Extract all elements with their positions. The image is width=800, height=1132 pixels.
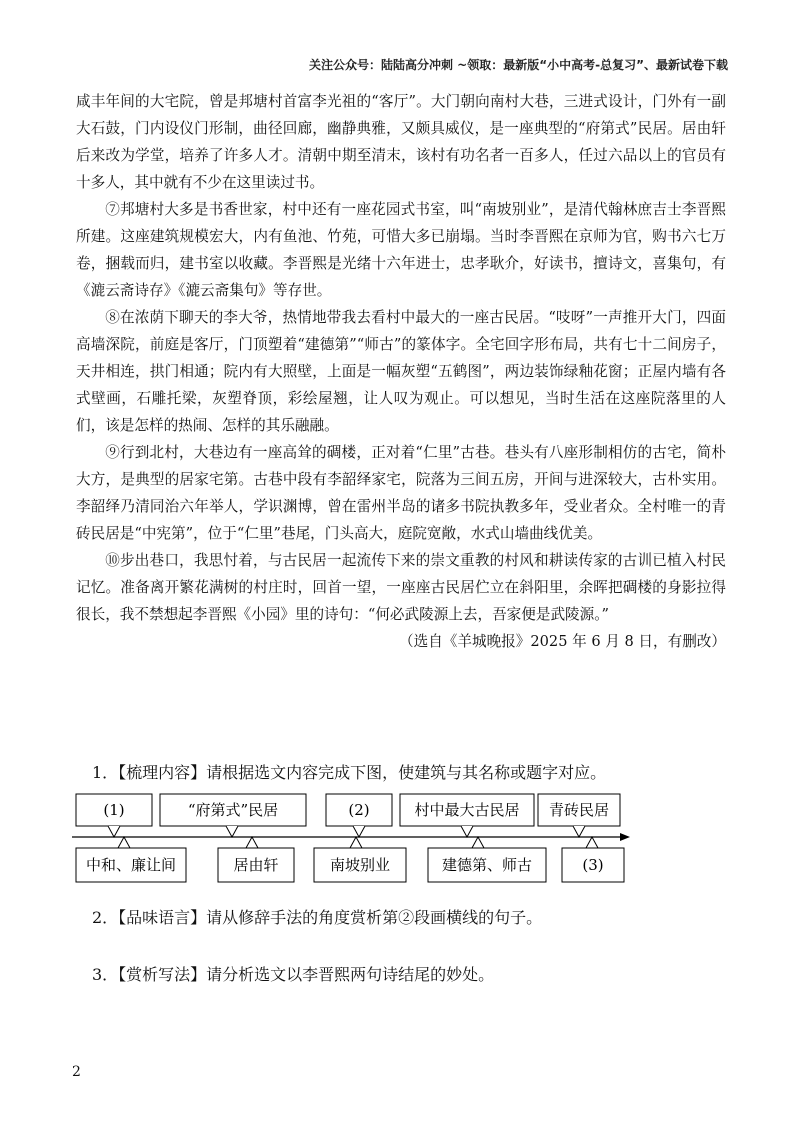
bottom-box-2-label: 居由轩 [233, 856, 279, 874]
top-box-1 [76, 794, 152, 837]
bottom-box-4-label: 建德第、师古 [441, 856, 533, 874]
top-box-2-label: “府第式”民居 [187, 801, 279, 819]
question-3: 3．【赏析写法】请分析选文以李晋熙两句诗结尾的妙处。 [92, 965, 495, 984]
top-box-3 [326, 794, 392, 837]
paragraph-10: ⑩步出巷口，我思忖着，与古民居一起流传下来的崇文重教的村风和耕读传家的古训已植入村民记忆。准备离开繁花满树的村庄时，回首一望，一座座古民居伫立在斜阳里，余晖把碉楼的身影拉得很长，我不禁想起李晋熙《小园》里的诗句：“何必武陵源上去，吾家便是武陵源。” [76, 552, 726, 623]
article-source: （选自《羊城晚报》2025 年 6 月 8 日，有删改） [399, 633, 726, 650]
top-box-4 [400, 794, 534, 837]
top-box-5-label: 青砖民居 [548, 801, 610, 819]
page-header: 关注公众号：陆陆高分冲刺 ~领取：最新版“小中高考-总复习”、最新试卷下载 [309, 58, 728, 72]
bottom-box-4 [428, 837, 546, 882]
bottom-box-5 [562, 837, 624, 882]
paragraph-9: ⑨行到北村，大巷边有一座高耸的碉楼，正对着“仁里”古巷。巷头有八座形制相仿的古宅，简朴大方，是典型的居家宅第。古巷中段有李韶绎家宅，院落为三间五房，开间与进深较大，古朴实用。李韶绎乃清同治六年举人，学识渊博，曾在雷州半岛的诸多书院执教多年，受业者众。全村唯一的青砖民居是“中宪第”，位于“仁里”巷尾，门头高大，庭院宽敞，水式山墙曲线优美。 [76, 444, 726, 542]
top-box-2 [160, 794, 306, 837]
bottom-box-1-label: 中和、廉让间 [85, 856, 177, 874]
question-1: 1．【梳理内容】请根据选文内容完成下图，使建筑与其名称或题字对应。 [92, 763, 607, 782]
top-box-1-label: (1) [103, 801, 125, 819]
bottom-box-5-label: (3) [582, 856, 604, 874]
bottom-box-3 [314, 837, 406, 882]
top-box-5 [538, 794, 620, 837]
bottom-box-3-label: 南坡别业 [329, 856, 391, 874]
paragraph-7: ⑦邦塘村大多是书香世家，村中还有一座花园式书室，叫“南坡别业”，是清代翰林庶吉士李晋熙所建。这座建筑规模宏大，内有鱼池、竹苑，可惜大多已崩塌。当时李晋熙在京师为官，购书六七万卷，捆载而归，建书室以收藏。李晋熙是光绪十六年进士，忠孝耿介，好读书，擅诗文，喜集句，有《漉云斋诗存》《漉云斋集句》等存世。 [76, 201, 726, 299]
question-2: 2．【品味语言】请从修辞手法的角度赏析第②段画横线的句子。 [92, 908, 543, 927]
page-number: 2 [72, 1064, 81, 1080]
paragraph-8: ⑧在浓荫下聊天的李大爷，热情地带我去看村中最大的一座古民居。“吱呀”一声推开大门，四面高墙深院，前庭是客厅，门顶塑着“建德第”“师古”的篆体字。全宅回字形布局，共有七十二间房子，天井相连，拱门相通；院内有大照壁，上面是一幅灰塑“五鹤图”，两边装饰绿釉花窗；正屋内墙有各式壁画，石雕托梁，灰塑脊顶，彩绘屋翘，让人叹为观止。可以想见，当时生活在这座院落里的人们，该是怎样的热闹、怎样的其乐融融。 [76, 309, 726, 434]
bottom-box-1 [76, 837, 186, 882]
building-name-diagram [72, 790, 632, 890]
top-box-4-label: 村中最大古民居 [414, 801, 520, 819]
top-box-3-label: (2) [348, 801, 370, 819]
bottom-box-2 [218, 837, 294, 882]
article-body [76, 88, 726, 655]
paragraph-6-continued: 咸丰年间的大宅院，曾是邦塘村首富李光祖的“客厅”。大门朝向南村大巷，三进式设计，门外有一副大石鼓，门内设仪门形制，曲径回廊，幽静典雅，又颇具威仪，是一座典型的“府第式”民居。居由轩后来改为学堂，培养了许多人才。清朝中期至清末，该村有功名者一百多人，任过六品以上的官员有十多人，其中就有不少在这里读过书。 [76, 93, 726, 191]
